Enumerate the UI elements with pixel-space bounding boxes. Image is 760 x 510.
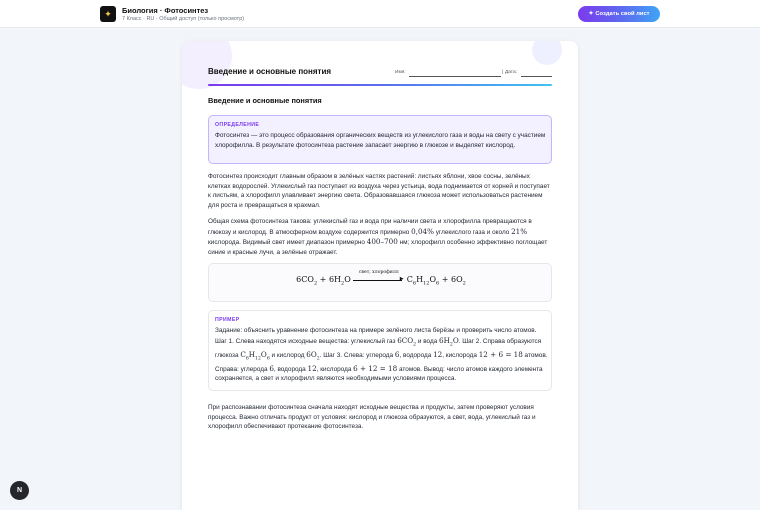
text-run: . Шаг 3. Слева: углерода (319, 351, 395, 359)
formula-subscript: 6 (412, 280, 417, 287)
section-heading: Введение и основные понятия (208, 96, 322, 105)
sparkle-logo-icon[interactable]: ✦ (100, 6, 116, 22)
math-run: 6O (306, 349, 317, 359)
formula-term: C (406, 275, 413, 284)
definition-text: Фотосинтез — это процесс образования органических веществ из углекислого газа и воды на свету с участием хлорофилла. В результате фотосинтеза растение запасает энергию в глюкозе и выделяет кислород. (215, 132, 546, 149)
text-run: и вода (416, 337, 440, 345)
math-formula (240, 349, 270, 362)
text-run: кислорода. Видимый свет имеет диапазон примерно (208, 239, 367, 247)
math-formula (397, 335, 417, 348)
formula-term: 6CO (296, 275, 314, 284)
math-run: O (452, 335, 459, 345)
text-run: Задание: объяснить уравнение фотосинтеза на примере зелёного листа берёзы и проверить число атомов. Шаг 1. Слева находятся исходные вещества: углекислый газ (215, 327, 537, 345)
math-run: 12 (307, 363, 317, 373)
formula-plus: + (317, 275, 329, 284)
photosynthesis-equation (209, 270, 553, 287)
text-run: атомов. Вывод: число атомов каждого элемента сохраняется, а свет и хлорофилл являются необходимыми условиями процесса. (215, 365, 543, 383)
arrow-label: свет, хлорофилл (358, 270, 399, 275)
example-label: ПРИМЕР (215, 317, 240, 323)
definition-label: ОПРЕДЕЛЕНИЕ (215, 122, 260, 128)
math-formula (306, 349, 320, 362)
text-run: атомов. Справа: углерода (215, 351, 548, 373)
text-run: , водорода (399, 351, 434, 359)
formula-subscript: 12 (423, 280, 430, 287)
math-run: O (260, 349, 267, 359)
formula-subscript: 2 (462, 280, 466, 287)
decor-blob (182, 41, 232, 89)
accent-divider (208, 84, 552, 86)
math-run: 6 (394, 349, 400, 359)
formula-subscript: 6 (436, 280, 440, 287)
app-subtitle: 7 Класс · RU · Общий доступ (только просмотр) (122, 15, 245, 22)
math-co2-percent: 0,04% (411, 226, 434, 236)
formula-subscript: 2 (341, 280, 345, 287)
paragraph-scheme (208, 217, 552, 257)
math-run: H (248, 349, 256, 359)
math-subscript: 2 (413, 342, 417, 348)
formula-plus: + (439, 275, 451, 284)
math-subscript: 6 (266, 356, 270, 362)
math-run: 12 (433, 349, 443, 359)
name-field[interactable] (409, 76, 501, 77)
paragraph-intro: Фотосинтез происходит главным образом в зелёных частях растений: листьях яблони, хвое сосны, зелёных клетках водорослей. Углекислый газ поступает из воздуха через устьица, вода поднимается от корней и поступает к листьям, а хлорофилл улавливает энергию света. Образовавшаяся глюкоза может использоваться растением для роста и превращаться в крахмал. (208, 173, 550, 209)
math-subscript: 6 (245, 356, 249, 362)
reaction-arrow (353, 270, 405, 285)
math-o2-percent: 21% (511, 226, 528, 236)
math-run: 6H (439, 335, 450, 345)
text-run: и кислород (269, 351, 307, 359)
math-formula (439, 335, 459, 348)
formula-term: 6H (328, 275, 342, 284)
example-text (215, 326, 549, 384)
definition-box (208, 115, 552, 164)
app-title: Биология · Фотосинтез (122, 6, 209, 15)
worksheet (182, 41, 578, 510)
create-sheet-button[interactable] (578, 6, 660, 22)
text-run: углекислого газа и около (433, 228, 512, 236)
date-field[interactable] (521, 76, 552, 77)
text-run: нм; хлорофилл особенно эффективно поглощает синие и красные лучи, а зелёные отражает. (208, 239, 548, 256)
formula-term: O (429, 275, 436, 284)
arrow-line (353, 280, 402, 281)
math-run: 6 + 12 = 18 (353, 363, 398, 373)
field-separator: | (502, 70, 504, 75)
sheet-title: Введение и основные понятия (208, 67, 332, 76)
text-run: , кислорода (442, 351, 479, 359)
text-run: , водорода (273, 365, 308, 373)
next-logo-icon[interactable]: N (10, 481, 29, 500)
math-subscript: 12 (255, 356, 261, 362)
math-wavelength: 400–700 (366, 237, 398, 247)
example-box (208, 310, 552, 391)
sparkle-icon: ✦ (588, 11, 594, 17)
text-run: Общая схема фотосинтеза такова: углекислый газ и вода при наличии света и хлорофилла превращаются в глюкозу и кислород. В атмосферном воздухе содержится примерно (208, 218, 532, 236)
create-sheet-label: Создать свой лист (595, 11, 650, 17)
date-label: Дата: (505, 70, 517, 75)
formula-box (208, 263, 552, 302)
math-run: 6CO (397, 335, 414, 345)
math-run: 12 + 6 = 18 (478, 349, 523, 359)
arrow-head-icon: ▶ (399, 276, 404, 283)
text-run: , кислорода (316, 365, 354, 373)
text-run: . Шаг 2. Справа образуются глюкоза (215, 337, 542, 359)
decor-blob (532, 41, 562, 65)
formula-term: 6O (450, 275, 463, 284)
math-subscript: 2 (449, 342, 453, 348)
formula-term: O (344, 275, 351, 284)
formula-term: H (416, 275, 424, 284)
math-subscript: 2 (316, 356, 320, 362)
top-bar (0, 0, 760, 28)
name-label: Имя: (395, 70, 406, 75)
formula-subscript: 2 (313, 280, 318, 287)
math-run: 6 (269, 363, 274, 373)
math-run: C (240, 349, 246, 359)
paragraph-summary: При распознавании фотосинтеза сначала находят исходные вещества и продукты, затем проверяют условия процесса. Важно отличать продукт от условия: кислород и глюкоза образуются, а свет, вода, углекислый газ и хлорофилл обеспечивают протекание фотосинтеза. (208, 404, 536, 431)
